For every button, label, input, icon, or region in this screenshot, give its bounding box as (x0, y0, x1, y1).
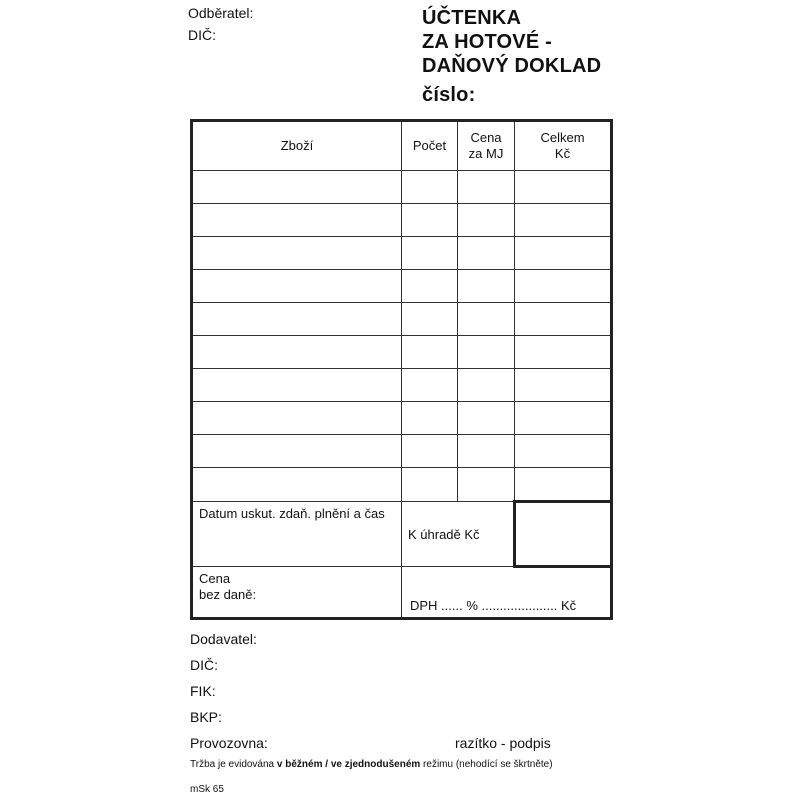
table-row (192, 402, 612, 435)
vat-label: DPH ...... % ..................... Kč (410, 598, 577, 613)
item-goods-cell[interactable] (192, 270, 402, 303)
column-header-total: Celkem Kč (515, 121, 612, 171)
item-quantity-cell[interactable] (402, 204, 458, 237)
item-goods-cell[interactable] (192, 435, 402, 468)
item-unit-price-cell[interactable] (458, 402, 515, 435)
item-goods-cell[interactable] (192, 171, 402, 204)
tax-row (192, 567, 612, 619)
item-goods-cell[interactable] (192, 468, 402, 502)
item-total-cell[interactable] (515, 369, 612, 402)
item-quantity-cell[interactable] (402, 369, 458, 402)
item-total-cell[interactable] (515, 468, 612, 502)
table-row (192, 204, 612, 237)
item-unit-price-cell[interactable] (458, 171, 515, 204)
price-without-tax-label-2: bez daně: (199, 587, 257, 602)
item-quantity-cell[interactable] (402, 336, 458, 369)
item-quantity-cell[interactable] (402, 402, 458, 435)
title-line-3: DAŇOVÝ DOKLAD (422, 55, 602, 77)
item-quantity-cell[interactable] (402, 435, 458, 468)
table-row (192, 171, 612, 204)
customer-tax-id-label: DIČ: (188, 27, 216, 43)
date-and-total-row (192, 502, 612, 567)
receipt-title (422, 6, 601, 78)
date-of-supply-label: Datum uskut. zdaň. plnění a čas (199, 506, 385, 521)
item-goods-cell[interactable] (192, 237, 402, 270)
customer-label: Odběratel: (188, 5, 254, 21)
vat-cell[interactable] (402, 567, 612, 619)
item-total-cell[interactable] (515, 237, 612, 270)
item-unit-price-cell[interactable] (458, 468, 515, 502)
table-row (192, 237, 612, 270)
amount-due-label-cell (402, 502, 515, 567)
table-row (192, 468, 612, 502)
price-without-tax-cell[interactable] (192, 567, 402, 619)
column-header-unit-price: Cena za MJ (458, 121, 515, 171)
table-header-row (192, 121, 612, 171)
item-total-cell[interactable] (515, 303, 612, 336)
receipt-number-label: číslo: (422, 84, 476, 106)
table-row (192, 270, 612, 303)
items-table (190, 119, 613, 620)
item-unit-price-cell[interactable] (458, 303, 515, 336)
form-code: mSk 65 (190, 784, 224, 795)
stamp-signature-label: razítko - podpis (455, 735, 551, 751)
amount-due-label: K úhradě Kč (408, 526, 480, 542)
item-total-cell[interactable] (515, 204, 612, 237)
item-unit-price-cell[interactable] (458, 435, 515, 468)
date-of-supply-cell[interactable] (192, 502, 402, 567)
item-goods-cell[interactable] (192, 303, 402, 336)
item-quantity-cell[interactable] (402, 171, 458, 204)
fik-label: FIK: (190, 683, 216, 699)
records-note: Tržba je evidována v běžném / ve zjednodušeném režimu (nehodící se škrtněte) (190, 759, 553, 770)
item-goods-cell[interactable] (192, 402, 402, 435)
item-total-cell[interactable] (515, 435, 612, 468)
column-header-goods: Zboží (192, 121, 402, 171)
item-unit-price-cell[interactable] (458, 270, 515, 303)
item-unit-price-cell[interactable] (458, 369, 515, 402)
title-line-2: ZA HOTOVÉ - (422, 31, 552, 53)
supplier-tax-id-label: DIČ: (190, 657, 218, 673)
amount-due-value-cell[interactable] (515, 502, 612, 567)
item-total-cell[interactable] (515, 402, 612, 435)
item-total-cell[interactable] (515, 171, 612, 204)
item-total-cell[interactable] (515, 270, 612, 303)
supplier-label: Dodavatel: (190, 631, 257, 647)
item-quantity-cell[interactable] (402, 468, 458, 502)
price-without-tax-label-1: Cena (199, 571, 231, 586)
item-goods-cell[interactable] (192, 204, 402, 237)
item-unit-price-cell[interactable] (458, 237, 515, 270)
item-quantity-cell[interactable] (402, 303, 458, 336)
table-row (192, 336, 612, 369)
item-goods-cell[interactable] (192, 369, 402, 402)
bkp-label: BKP: (190, 709, 222, 725)
table-row (192, 369, 612, 402)
item-quantity-cell[interactable] (402, 270, 458, 303)
table-row (192, 435, 612, 468)
item-quantity-cell[interactable] (402, 237, 458, 270)
column-header-quantity: Počet (402, 121, 458, 171)
item-goods-cell[interactable] (192, 336, 402, 369)
item-unit-price-cell[interactable] (458, 336, 515, 369)
item-unit-price-cell[interactable] (458, 204, 515, 237)
premises-label: Provozovna: (190, 735, 268, 751)
item-total-cell[interactable] (515, 336, 612, 369)
item-rows (192, 171, 612, 502)
title-line-1: ÚČTENKA (422, 7, 522, 29)
table-row (192, 303, 612, 336)
